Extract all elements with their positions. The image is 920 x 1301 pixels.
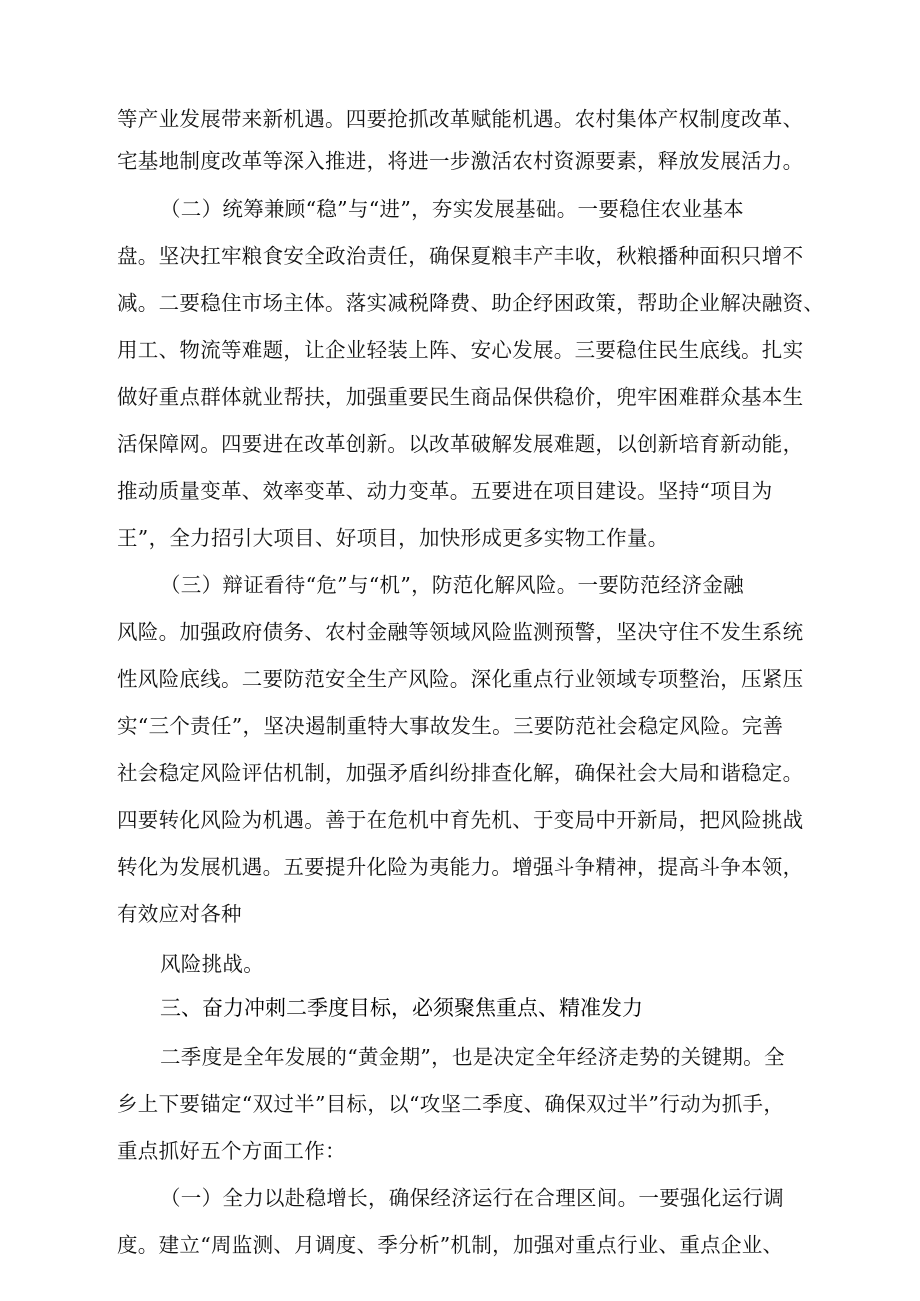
body-text-line: 减。二要稳住市场主体。落实减税降费、助企纾困政策，帮助企业解决融资、 <box>117 291 825 315</box>
body-text-line: 盘。坚决扛牢粮食安全政治责任，确保夏粮丰产丰收，秋粮播种面积只增不 <box>117 244 804 268</box>
body-text-line: 四要转化风险为机遇。善于在危机中育先机、于变局中开新局，把风险挑战 <box>117 808 804 832</box>
paragraph-heading-line: （三）辩证看待“危”与“机”，防范化解风险。一要防范经济金融 <box>160 573 744 597</box>
body-text-line: 用工、物流等难题，让企业轻装上阵、安心发展。三要稳住民生底线。扎实 <box>117 338 804 362</box>
body-text-line: 推动质量变革、效率变革、动力变革。五要进在项目建设。坚持“项目为 <box>117 479 773 503</box>
body-text-line: 转化为发展机遇。五要提升化险为夷能力。增强斗争精神，提高斗争本领， <box>117 855 804 879</box>
body-text-line: 活保障网。四要进在改革创新。以改革破解发展难题，以创新培育新动能， <box>117 432 804 456</box>
body-text-line: 实“三个责任”，坚决遏制重特大事故发生。三要防范社会稳定风险。完善 <box>117 714 784 738</box>
body-text-line: 性风险底线。二要防范安全生产风险。深化重点行业领域专项整治，压紧压 <box>117 667 804 691</box>
body-text-line: 有效应对各种 <box>117 902 242 926</box>
body-text-line: 二季度是全年发展的“黄金期”，也是决定全年经济走势的关键期。全 <box>160 1045 785 1069</box>
body-text-line: 风险挑战。 <box>160 952 264 976</box>
body-text-line: 等产业发展带来新机遇。四要抢抓改革赋能机遇。农村集体产权制度改革、 <box>117 107 804 131</box>
body-text-line: 王”，全力招引大项目、好项目，加快形成更多实物工作量。 <box>117 526 669 550</box>
body-text-line: 风险。加强政府债务、农村金融等领域风险监测预警，坚决守住不发生系统 <box>117 620 804 644</box>
section-heading: 三、奋力冲刺二季度目标，必须聚焦重点、精准发力 <box>160 996 643 1020</box>
body-text-line: 宅基地制度改革等深入推进，将进一步激活农村资源要素，释放发展活力。 <box>117 149 804 173</box>
body-text-line: 乡上下要锚定“双过半”目标，以“攻坚二季度、确保双过半”行动为抓手， <box>117 1092 785 1116</box>
paragraph-heading-line: （一）全力以赴稳增长，确保经济运行在合理区间。一要强化运行调 <box>160 1186 784 1210</box>
body-text-line: 社会稳定风险评估机制，加强矛盾纠纷排查化解，确保社会大局和谐稳定。 <box>117 761 804 785</box>
body-text-line: 做好重点群体就业帮扶，加强重要民生商品保供稳价，兜牢困难群众基本生 <box>117 385 804 409</box>
paragraph-heading-line: （二）统筹兼顾“稳”与“进”，夯实发展基础。一要稳住农业基本 <box>160 197 744 221</box>
body-text-line: 度。建立“周监测、月调度、季分析”机制，加强对重点行业、重点企业、 <box>117 1233 784 1257</box>
body-text-line: 重点抓好五个方面工作： <box>117 1139 346 1163</box>
